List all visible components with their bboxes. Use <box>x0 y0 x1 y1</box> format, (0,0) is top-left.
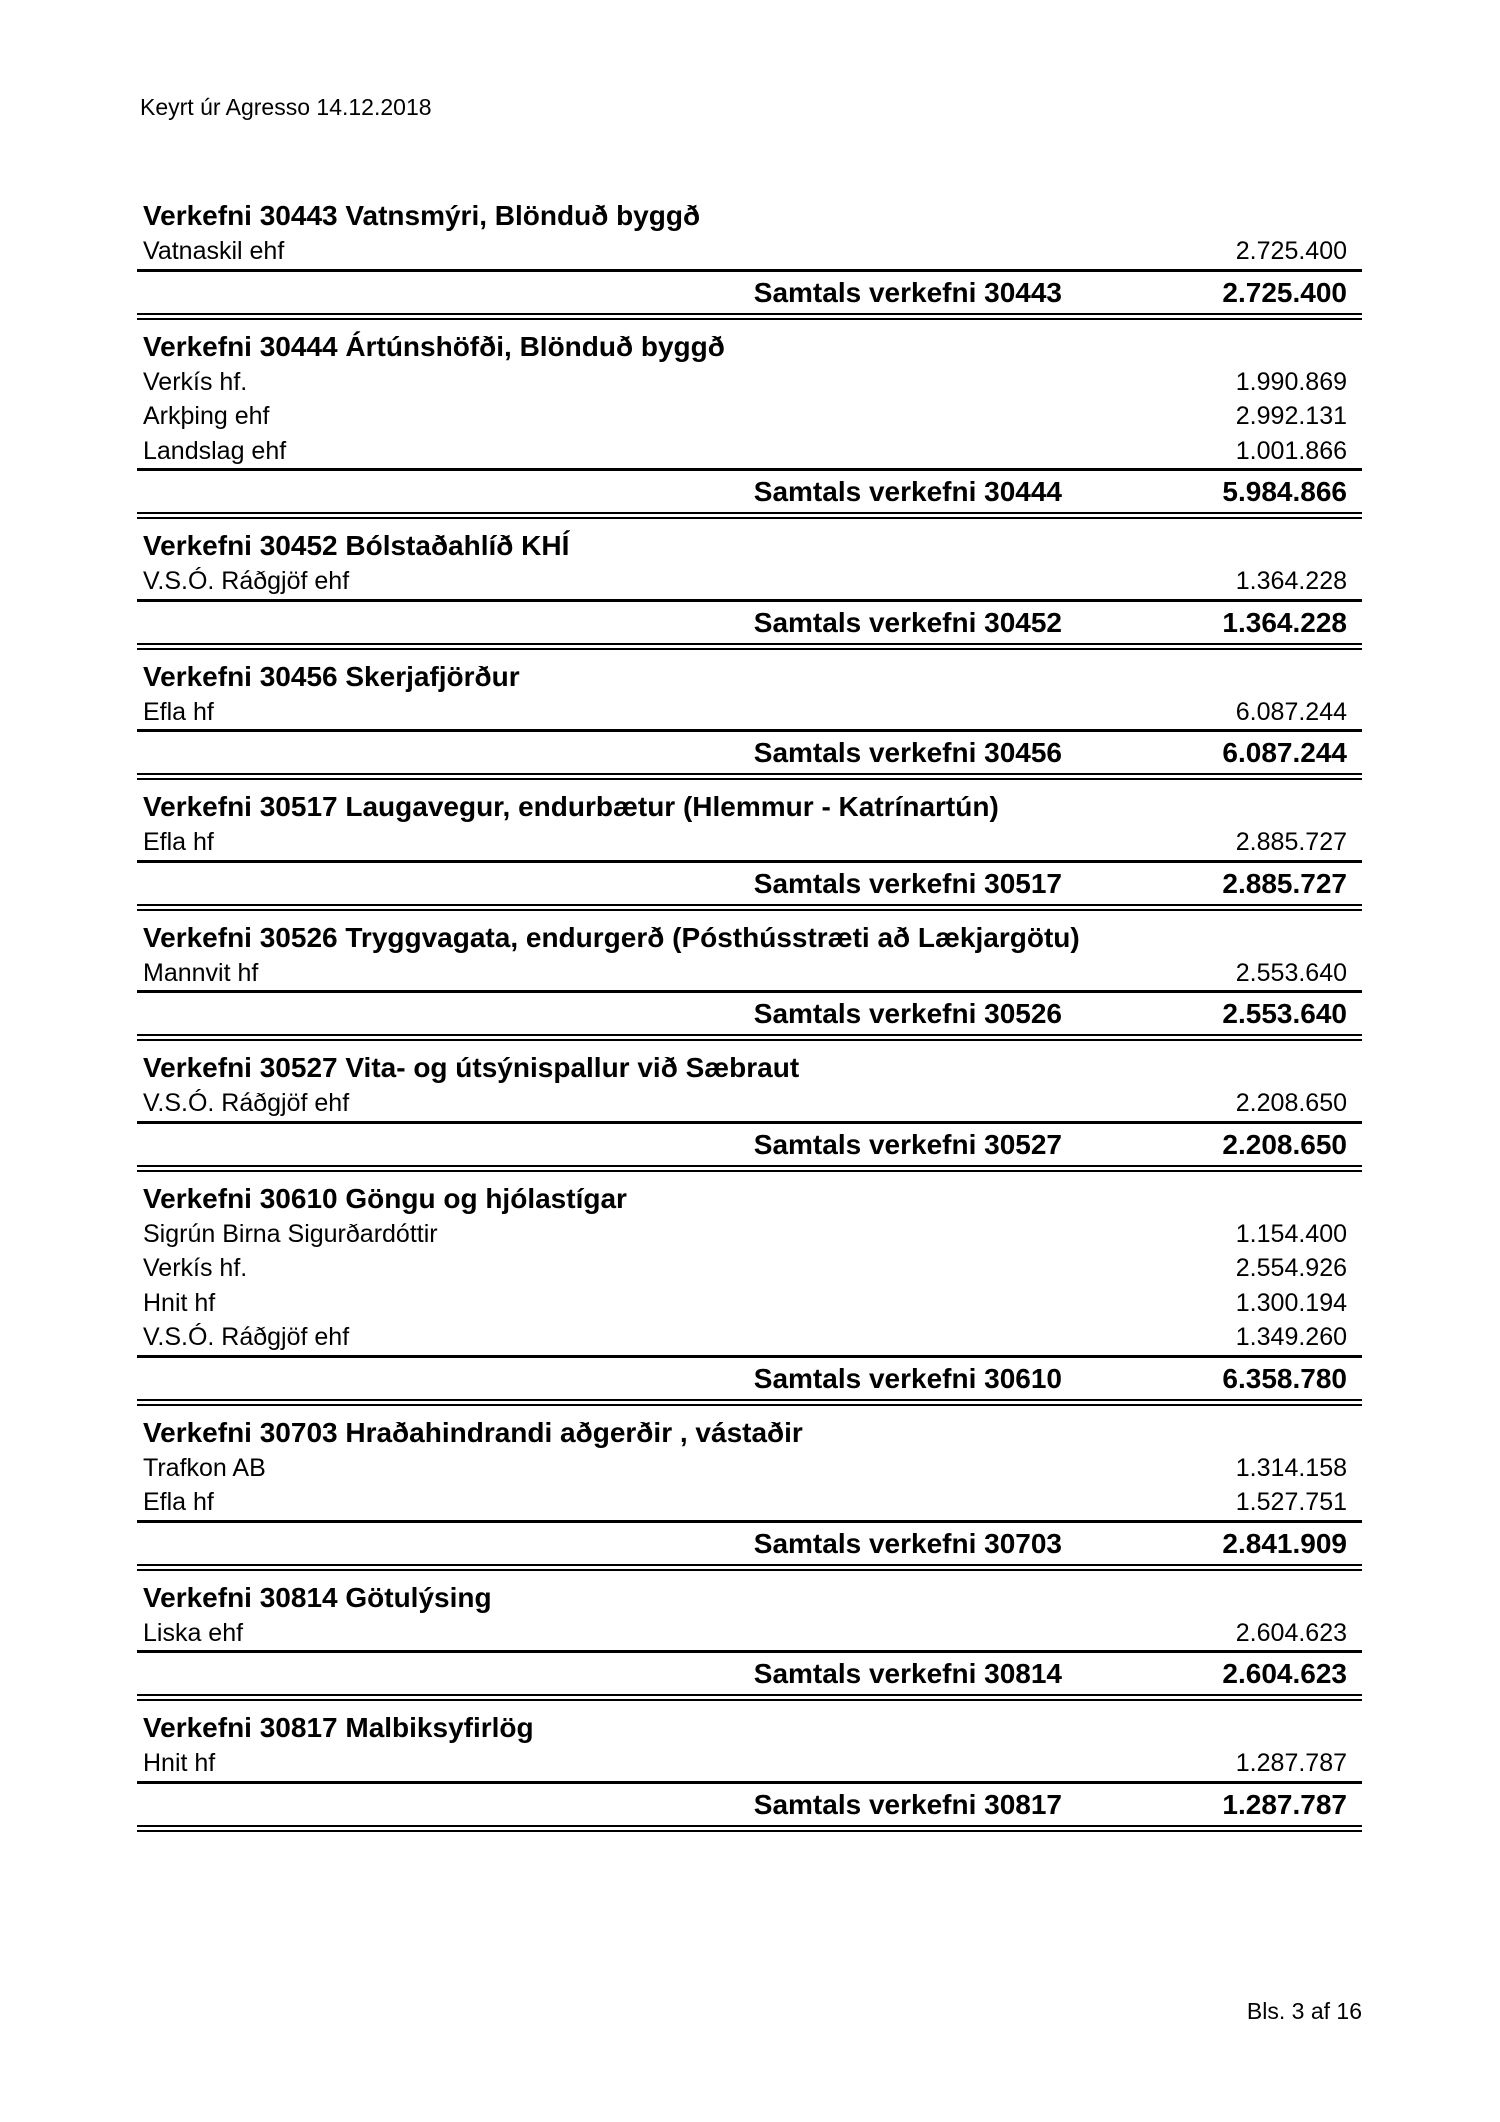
total-amount: 2.604.623 <box>1222 1658 1347 1689</box>
project-title: Verkefni 30610 Göngu og hjólastígar <box>143 1182 627 1214</box>
total-label: Samtals verkefni 30814 <box>753 1658 1062 1689</box>
project-section <box>137 1415 1362 1571</box>
vendor-amount: 1.349.260 <box>1235 1323 1347 1351</box>
vendor-amount: 2.604.623 <box>1235 1618 1347 1647</box>
total-amount: 6.358.780 <box>1222 1362 1347 1394</box>
page-number: Bls. 3 af 16 <box>1246 1998 1362 2024</box>
vendor-name: Hnit hf <box>143 1288 216 1317</box>
vendor-list <box>137 365 1362 472</box>
vendor-list <box>137 956 1362 994</box>
project-title: Verkefni 30814 Götulýsing <box>143 1581 492 1613</box>
vendor-amount: 1.001.866 <box>1235 436 1347 465</box>
vendor-row <box>137 1251 1362 1286</box>
vendor-row <box>137 1485 1362 1520</box>
vendor-row <box>137 1086 1362 1121</box>
vendor-row <box>137 695 1362 730</box>
vendor-name: Efla hf <box>143 697 214 726</box>
vendor-amount: 1.300.194 <box>1235 1288 1347 1317</box>
total-amount: 2.841.909 <box>1222 1527 1347 1559</box>
vendor-name: Mannvit hf <box>143 958 259 987</box>
vendor-row <box>137 399 1362 434</box>
project-section <box>137 528 1362 650</box>
total-label: Samtals verkefni 30443 <box>753 276 1062 308</box>
vendor-row <box>137 365 1362 400</box>
project-title: Verkefni 30517 Laugavegur, endurbætur (Hlemmur - Katrínartún) <box>143 791 999 822</box>
total-label: Samtals verkefni 30527 <box>753 1128 1062 1160</box>
vendor-name: Sigrún Birna Sigurðardóttir <box>143 1219 438 1248</box>
vendor-amount: 2.992.131 <box>1235 402 1347 430</box>
total-amount: 5.984.866 <box>1222 476 1347 507</box>
vendor-amount: 1.364.228 <box>1235 567 1347 595</box>
project-total-row <box>137 1523 1362 1571</box>
project-title: Verkefni 30703 Hraðahindrandi aðgerðir , vástaðir <box>143 1416 803 1448</box>
vendor-row <box>137 1320 1362 1355</box>
total-label: Samtals verkefni 30456 <box>753 737 1062 768</box>
vendor-list <box>137 1451 1362 1523</box>
project-section <box>137 659 1362 781</box>
total-amount: 6.087.244 <box>1222 737 1347 768</box>
project-section <box>137 329 1362 520</box>
vendor-amount: 1.287.787 <box>1235 1749 1347 1777</box>
vendor-name: V.S.Ó. Ráðgjöf ehf <box>143 1323 350 1351</box>
total-label: Samtals verkefni 30817 <box>753 1788 1062 1820</box>
total-amount: 1.364.228 <box>1222 606 1347 638</box>
vendor-row <box>137 1217 1362 1252</box>
vendor-amount: 6.087.244 <box>1235 697 1347 726</box>
project-total-row <box>137 1653 1362 1701</box>
vendor-name: Efla hf <box>143 828 214 856</box>
project-title: Verkefni 30526 Tryggvagata, endurgerð (Pósthússtræti að Lækjargötu) <box>143 921 1080 953</box>
project-total-row <box>137 1124 1362 1172</box>
total-label: Samtals verkefni 30444 <box>753 476 1062 507</box>
project-title: Verkefni 30456 Skerjafjörður <box>143 660 520 692</box>
vendor-name: Vatnaskil ehf <box>143 237 285 265</box>
project-cost-report <box>137 198 1362 1841</box>
total-label: Samtals verkefni 30610 <box>753 1362 1062 1394</box>
total-amount: 2.725.400 <box>1222 276 1347 308</box>
total-label: Samtals verkefni 30703 <box>753 1527 1062 1559</box>
total-amount: 2.885.727 <box>1222 867 1347 899</box>
project-title: Verkefni 30817 Malbiksyfirlög <box>143 1712 534 1743</box>
project-title: Verkefni 30443 Vatnsmýri, Blönduð byggð <box>143 200 701 231</box>
vendor-name: Landslag ehf <box>143 436 287 465</box>
vendor-amount: 1.154.400 <box>1235 1219 1347 1248</box>
project-total-row <box>137 1784 1362 1832</box>
vendor-name: V.S.Ó. Ráðgjöf ehf <box>143 1089 350 1117</box>
total-label: Samtals verkefni 30452 <box>753 606 1062 638</box>
project-section <box>137 1181 1362 1406</box>
vendor-list <box>137 564 1362 602</box>
vendor-name: Verkís hf. <box>143 367 248 396</box>
vendor-amount: 1.314.158 <box>1235 1453 1347 1482</box>
project-title: Verkefni 30527 Vita- og útsýnispallur við Sæbraut <box>143 1052 800 1083</box>
vendor-amount: 2.725.400 <box>1235 237 1347 265</box>
vendor-list <box>137 1616 1362 1654</box>
project-total-row <box>137 1358 1362 1406</box>
vendor-row <box>137 825 1362 860</box>
vendor-list <box>137 695 1362 733</box>
project-section <box>137 1580 1362 1702</box>
total-label: Samtals verkefni 30517 <box>753 867 1062 899</box>
vendor-row <box>137 234 1362 269</box>
vendor-list <box>137 1086 1362 1124</box>
report-run-header: Keyrt úr Agresso 14.12.2018 <box>140 94 432 120</box>
total-label: Samtals verkefni 30526 <box>753 998 1062 1029</box>
vendor-row <box>137 1746 1362 1781</box>
project-total-row <box>137 993 1362 1041</box>
vendor-row <box>137 1616 1362 1651</box>
vendor-name: Verkís hf. <box>143 1254 248 1282</box>
vendor-list <box>137 1746 1362 1784</box>
vendor-row <box>137 434 1362 469</box>
total-amount: 2.553.640 <box>1222 998 1347 1029</box>
vendor-amount: 2.554.926 <box>1235 1254 1347 1282</box>
project-total-row <box>137 863 1362 911</box>
project-section <box>137 198 1362 320</box>
project-total-row <box>137 471 1362 519</box>
project-section <box>137 1710 1362 1832</box>
vendor-amount: 2.553.640 <box>1235 958 1347 987</box>
vendor-amount: 2.208.650 <box>1235 1089 1347 1117</box>
project-section <box>137 789 1362 911</box>
vendor-list <box>137 234 1362 272</box>
total-amount: 2.208.650 <box>1222 1128 1347 1160</box>
vendor-name: Hnit hf <box>143 1749 216 1777</box>
vendor-name: V.S.Ó. Ráðgjöf ehf <box>143 567 350 595</box>
project-total-row <box>137 732 1362 780</box>
total-amount: 1.287.787 <box>1222 1788 1347 1820</box>
vendor-amount: 1.990.869 <box>1235 367 1347 396</box>
vendor-amount: 1.527.751 <box>1235 1488 1347 1516</box>
vendor-name: Liska ehf <box>143 1618 244 1647</box>
project-title: Verkefni 30452 Bólstaðahlíð KHÍ <box>143 530 570 561</box>
project-total-row <box>137 272 1362 320</box>
project-section <box>137 1050 1362 1172</box>
vendor-row <box>137 956 1362 991</box>
vendor-name: Trafkon AB <box>143 1453 266 1482</box>
project-section <box>137 920 1362 1042</box>
vendor-row <box>137 564 1362 599</box>
vendor-list <box>137 825 1362 863</box>
vendor-row <box>137 1451 1362 1486</box>
vendor-amount: 2.885.727 <box>1235 828 1347 856</box>
project-total-row <box>137 602 1362 650</box>
vendor-name: Efla hf <box>143 1488 214 1516</box>
vendor-name: Arkþing ehf <box>143 402 270 430</box>
vendor-row <box>137 1286 1362 1321</box>
vendor-list <box>137 1217 1362 1358</box>
project-title: Verkefni 30444 Ártúnshöfði, Blönduð byggð <box>143 330 725 362</box>
